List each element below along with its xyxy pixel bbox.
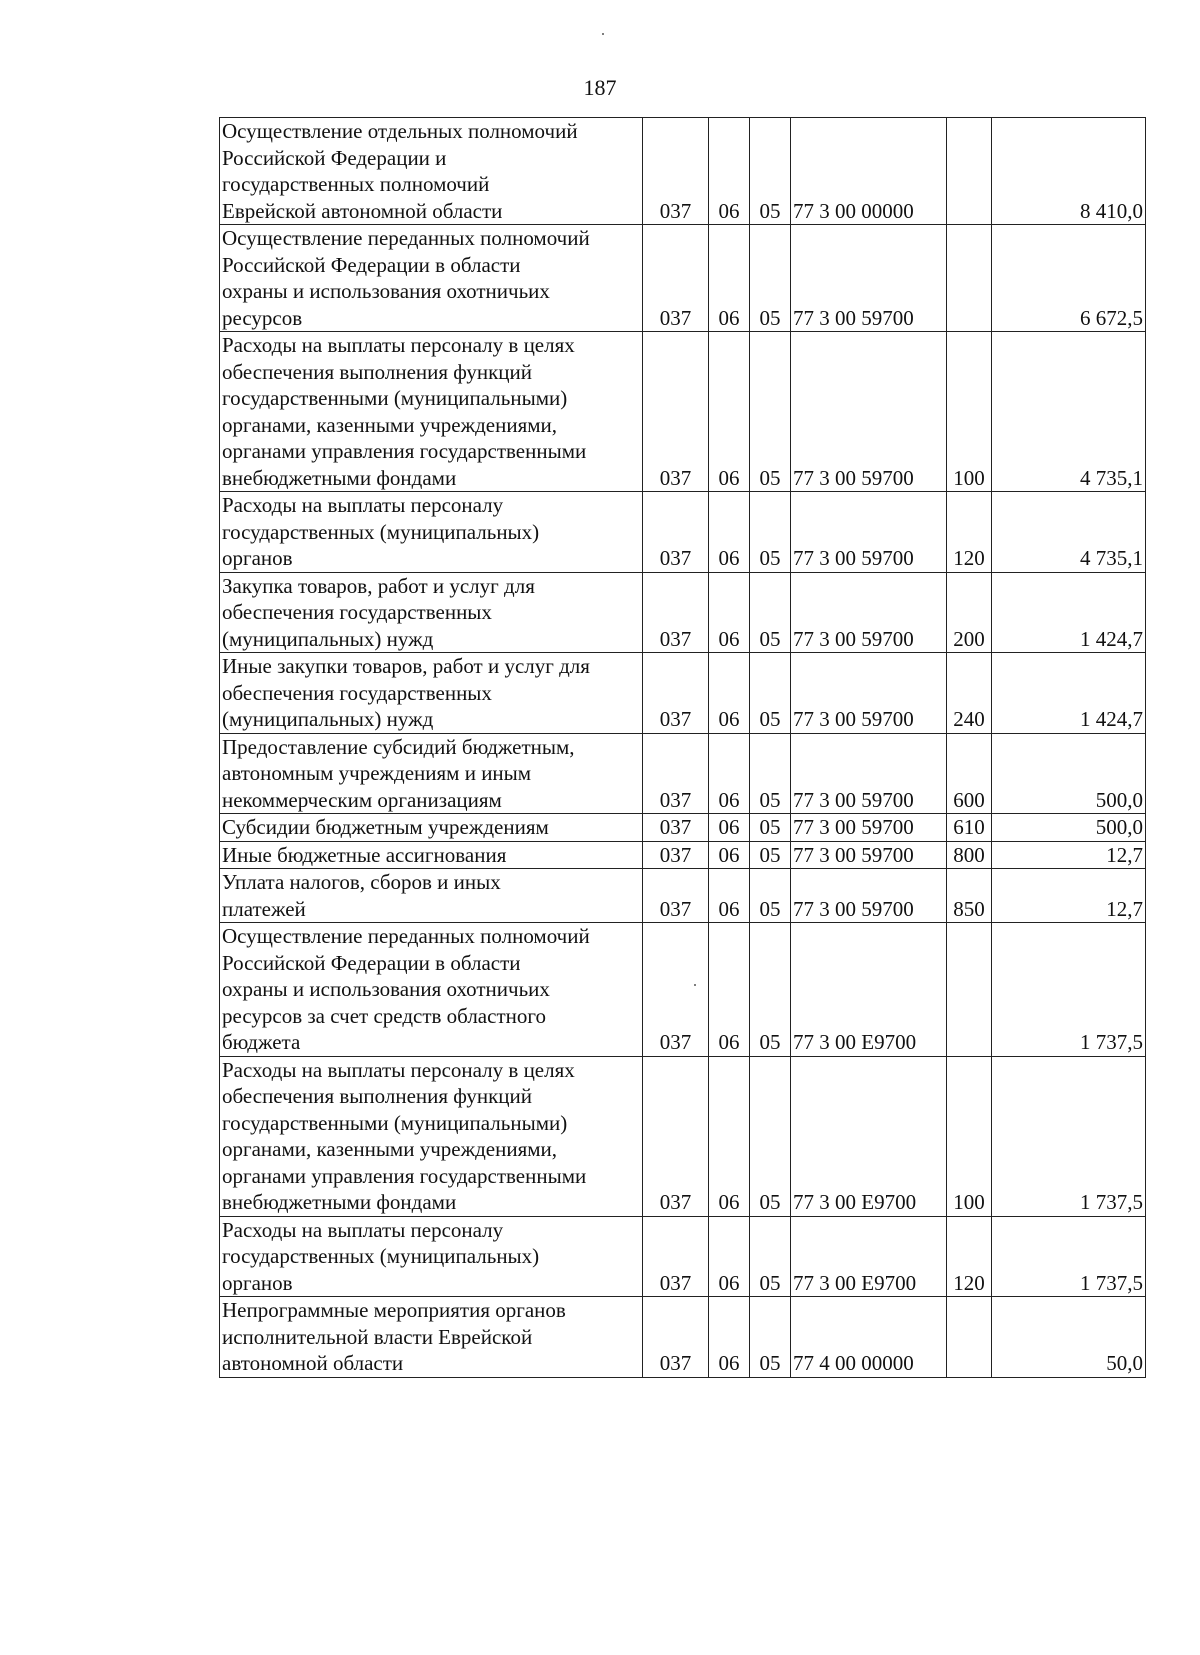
target-article-cell-text: 77 3 00 59700 <box>793 465 914 490</box>
row-name-cell-text: Осуществление переданных полномочий Российской Федерации в области охраны и использования охотничьих ресурсов <box>222 226 590 330</box>
table-row <box>220 841 1146 869</box>
subsection-cell <box>750 653 791 734</box>
target-article-cell-text: 77 3 00 E9700 <box>793 1270 917 1295</box>
section-cell <box>709 118 750 225</box>
grbs-cell <box>643 1297 709 1378</box>
grbs-cell-text: 037 <box>659 305 692 330</box>
section-cell <box>709 225 750 332</box>
subsection-cell <box>750 225 791 332</box>
target-article-cell-text: 77 3 00 59700 <box>793 546 914 570</box>
table-row <box>220 1297 1146 1378</box>
subsection-cell-text: 05 <box>759 842 781 867</box>
expense-type-cell <box>947 814 992 842</box>
target-article-cell <box>791 1216 947 1297</box>
target-article-cell <box>791 733 947 814</box>
grbs-cell <box>643 814 709 842</box>
amount-cell <box>992 1216 1146 1297</box>
table-row <box>220 923 1146 1057</box>
table-row <box>220 118 1146 225</box>
expense-type-cell-text: 120 <box>953 1270 985 1295</box>
section-cell-text: 06 <box>718 305 740 330</box>
grbs-cell-text: 037 <box>659 1270 692 1295</box>
target-article-cell-text: 77 3 00 59700 <box>793 305 914 330</box>
target-article-cell <box>791 1297 947 1378</box>
amount-cell-text: 4 735,1 <box>1080 546 1143 570</box>
row-name-cell <box>220 923 643 1057</box>
row-name-cell-text: Осуществление отдельных полномочий Российской Федерации и государственных полномочий Еврейской автономной области <box>222 119 578 223</box>
row-name-cell-text: Расходы на выплаты персоналу в целях обеспечения выполнения функций государственными (муниципальными) органами, казенными учреждениями, органами управления государственными внебюджетными фондами <box>222 1057 587 1214</box>
amount-cell <box>992 332 1146 492</box>
grbs-cell-text: 037 <box>659 1190 692 1214</box>
grbs-cell <box>643 869 709 923</box>
amount-cell <box>992 653 1146 734</box>
subsection-cell <box>750 1216 791 1297</box>
subsection-cell <box>750 1297 791 1378</box>
expense-type-cell <box>947 492 992 573</box>
row-name-cell <box>220 814 643 842</box>
expense-type-cell-text: 850 <box>953 896 985 921</box>
amount-cell <box>992 814 1146 842</box>
row-name-cell-text: Иные бюджетные ассигнования <box>222 842 507 867</box>
amount-cell <box>992 492 1146 573</box>
row-name-cell <box>220 841 643 869</box>
subsection-cell <box>750 332 791 492</box>
expense-type-cell-text: 100 <box>953 465 985 490</box>
expense-type-cell-text: 240 <box>953 707 985 731</box>
subsection-cell <box>750 814 791 842</box>
table-row <box>220 572 1146 653</box>
subsection-cell-text: 05 <box>759 1351 781 1375</box>
grbs-cell-text: 037 <box>659 626 692 651</box>
row-name-cell <box>220 733 643 814</box>
table-row <box>220 1216 1146 1297</box>
row-name-cell-text: Закупка товаров, работ и услуг для обеспечения государственных (муниципальных) нужд <box>222 573 535 651</box>
grbs-cell-text: 037 <box>659 707 692 731</box>
grbs-cell <box>643 225 709 332</box>
section-cell <box>709 653 750 734</box>
section-cell <box>709 1216 750 1297</box>
subsection-cell <box>750 841 791 869</box>
grbs-cell <box>643 1056 709 1216</box>
target-article-cell <box>791 814 947 842</box>
subsection-cell-text: 05 <box>759 896 781 921</box>
grbs-cell-text: 037 <box>659 546 692 570</box>
grbs-cell <box>643 118 709 225</box>
amount-cell-text: 12,7 <box>1106 896 1143 921</box>
row-name-cell <box>220 869 643 923</box>
expense-type-cell <box>947 332 992 492</box>
table-row <box>220 814 1146 842</box>
subsection-cell <box>750 492 791 573</box>
target-article-cell-text: 77 3 00 00000 <box>793 198 914 223</box>
grbs-cell <box>643 492 709 573</box>
target-article-cell <box>791 332 947 492</box>
amount-cell-text: 1 424,7 <box>1080 707 1143 731</box>
section-cell-text: 06 <box>718 1351 740 1375</box>
grbs-cell-text: 037 <box>659 896 692 921</box>
subsection-cell-text: 05 <box>759 198 781 223</box>
table-row <box>220 869 1146 923</box>
row-name-cell <box>220 492 643 573</box>
grbs-cell <box>643 841 709 869</box>
grbs-cell <box>643 1216 709 1297</box>
subsection-cell-text: 05 <box>759 1030 781 1054</box>
grbs-cell-text: 037 <box>659 198 692 223</box>
row-name-cell-text: Непрограммные мероприятия органов исполнительной власти Еврейской автономной области <box>222 1298 566 1375</box>
subsection-cell-text: 05 <box>759 707 781 731</box>
row-name-cell-text: Расходы на выплаты персоналу государственных (муниципальных) органов <box>222 1217 540 1295</box>
subsection-cell-text: 05 <box>759 465 781 490</box>
subsection-cell <box>750 1056 791 1216</box>
amount-cell <box>992 869 1146 923</box>
target-article-cell <box>791 653 947 734</box>
row-name-cell <box>220 118 643 225</box>
amount-cell <box>992 572 1146 653</box>
amount-cell-text: 8 410,0 <box>1080 198 1143 223</box>
expense-type-cell-text: 610 <box>953 815 985 839</box>
expense-type-cell <box>947 869 992 923</box>
expense-type-cell-text: 800 <box>953 842 985 867</box>
target-article-cell <box>791 225 947 332</box>
row-name-cell-text: Предоставление субсидий бюджетным, автономным учреждениям и иным некоммерческим организациям <box>222 734 575 812</box>
amount-cell <box>992 841 1146 869</box>
section-cell <box>709 733 750 814</box>
expense-type-cell-text: 100 <box>953 1190 985 1214</box>
section-cell-text: 06 <box>718 626 740 651</box>
grbs-cell-text: 037 <box>659 1351 692 1375</box>
amount-cell-text: 500,0 <box>1095 815 1143 839</box>
target-article-cell <box>791 572 947 653</box>
row-name-cell-text: Иные закупки товаров, работ и услуг для обеспечения государственных (муниципальных) нужд <box>222 654 590 731</box>
row-name-cell <box>220 332 643 492</box>
amount-cell-text: 50,0 <box>1106 1351 1143 1375</box>
row-name-cell <box>220 1297 643 1378</box>
table-row <box>220 733 1146 814</box>
expense-type-cell-text: 120 <box>953 546 985 570</box>
expense-type-cell <box>947 653 992 734</box>
section-cell <box>709 923 750 1057</box>
target-article-cell-text: 77 3 00 59700 <box>793 626 914 651</box>
row-name-cell-text: Уплата налогов, сборов и иных платежей <box>222 870 501 921</box>
row-name-cell <box>220 572 643 653</box>
grbs-cell-text: 037 <box>659 1030 692 1054</box>
target-article-cell-text: 77 3 00 59700 <box>793 707 914 731</box>
section-cell-text: 06 <box>718 707 740 731</box>
subsection-cell <box>750 923 791 1057</box>
target-article-cell-text: 77 3 00 E9700 <box>793 1190 917 1214</box>
row-name-cell-text: Осуществление переданных полномочий Российской Федерации в области охраны и использования охотничьих ресурсов за счет средств областного бюджета <box>222 924 590 1054</box>
grbs-cell-text: 037 <box>659 465 692 490</box>
subsection-cell <box>750 572 791 653</box>
grbs-cell-text: 037 <box>659 842 692 867</box>
section-cell-text: 06 <box>718 198 740 223</box>
expense-type-cell <box>947 1056 992 1216</box>
section-cell-text: 06 <box>718 1270 740 1295</box>
section-cell <box>709 814 750 842</box>
row-name-cell-text: Расходы на выплаты персоналу государственных (муниципальных) органов <box>222 493 540 570</box>
table-row <box>220 492 1146 573</box>
amount-cell <box>992 225 1146 332</box>
amount-cell-text: 1 424,7 <box>1080 626 1143 651</box>
scan-speck <box>602 33 604 35</box>
section-cell-text: 06 <box>718 815 740 839</box>
table-row <box>220 1056 1146 1216</box>
amount-cell-text: 500,0 <box>1095 787 1143 812</box>
subsection-cell <box>750 869 791 923</box>
budget-table <box>219 117 1146 1378</box>
section-cell <box>709 1056 750 1216</box>
amount-cell-text: 12,7 <box>1106 842 1143 867</box>
target-article-cell <box>791 492 947 573</box>
expense-type-cell-text: 600 <box>953 787 985 812</box>
amount-cell <box>992 1297 1146 1378</box>
amount-cell <box>992 1056 1146 1216</box>
section-cell <box>709 869 750 923</box>
table-body <box>220 118 1146 1378</box>
grbs-cell <box>643 733 709 814</box>
section-cell-text: 06 <box>718 842 740 867</box>
amount-cell-text: 1 737,5 <box>1080 1030 1143 1054</box>
row-name-cell-text: Субсидии бюджетным учреждениям <box>222 815 549 839</box>
expense-type-cell <box>947 1297 992 1378</box>
section-cell-text: 06 <box>718 896 740 921</box>
expense-type-cell <box>947 118 992 225</box>
expense-type-cell <box>947 923 992 1057</box>
subsection-cell <box>750 118 791 225</box>
section-cell <box>709 841 750 869</box>
target-article-cell-text: 77 3 00 59700 <box>793 815 914 839</box>
subsection-cell <box>750 733 791 814</box>
subsection-cell-text: 05 <box>759 626 781 651</box>
amount-cell-text: 1 737,5 <box>1080 1190 1143 1214</box>
amount-cell <box>992 923 1146 1057</box>
row-name-cell <box>220 225 643 332</box>
grbs-cell-text: 037 <box>659 787 692 812</box>
section-cell-text: 06 <box>718 787 740 812</box>
section-cell <box>709 492 750 573</box>
subsection-cell-text: 05 <box>759 815 781 839</box>
target-article-cell <box>791 923 947 1057</box>
page-number: 187 <box>583 75 617 100</box>
row-name-cell <box>220 1216 643 1297</box>
subsection-cell-text: 05 <box>759 1270 781 1295</box>
target-article-cell-text: 77 3 00 E9700 <box>793 1030 917 1054</box>
subsection-cell-text: 05 <box>759 1190 781 1214</box>
target-article-cell <box>791 1056 947 1216</box>
expense-type-cell <box>947 225 992 332</box>
amount-cell-text: 4 735,1 <box>1080 465 1143 490</box>
amount-cell-text: 1 737,5 <box>1080 1270 1143 1295</box>
subsection-cell-text: 05 <box>759 787 781 812</box>
expense-type-cell <box>947 1216 992 1297</box>
expense-type-cell-text: 200 <box>953 626 985 651</box>
section-cell-text: 06 <box>718 546 740 570</box>
grbs-cell <box>643 923 709 1057</box>
expense-type-cell <box>947 572 992 653</box>
expense-type-cell <box>947 841 992 869</box>
target-article-cell <box>791 841 947 869</box>
target-article-cell <box>791 118 947 225</box>
amount-cell-text: 6 672,5 <box>1080 305 1143 330</box>
grbs-cell-text: 037 <box>659 815 692 839</box>
grbs-cell <box>643 653 709 734</box>
section-cell-text: 06 <box>718 1030 740 1054</box>
row-name-cell-text: Расходы на выплаты персоналу в целях обеспечения выполнения функций государственными (муниципальными) органами, казенными учреждениями, органами управления государственными внебюджетными фондами <box>222 333 587 490</box>
row-name-cell <box>220 1056 643 1216</box>
section-cell-text: 06 <box>718 1190 740 1214</box>
section-cell <box>709 572 750 653</box>
target-article-cell-text: 77 4 00 00000 <box>793 1351 914 1375</box>
amount-cell <box>992 118 1146 225</box>
table-row <box>220 225 1146 332</box>
row-name-cell <box>220 653 643 734</box>
target-article-cell <box>791 869 947 923</box>
amount-cell <box>992 733 1146 814</box>
grbs-cell <box>643 572 709 653</box>
grbs-cell <box>643 332 709 492</box>
table-row <box>220 332 1146 492</box>
section-cell <box>709 1297 750 1378</box>
expense-type-cell <box>947 733 992 814</box>
target-article-cell-text: 77 3 00 59700 <box>793 787 914 812</box>
subsection-cell-text: 05 <box>759 546 781 570</box>
target-article-cell-text: 77 3 00 59700 <box>793 896 914 921</box>
subsection-cell-text: 05 <box>759 305 781 330</box>
table-row <box>220 653 1146 734</box>
section-cell <box>709 332 750 492</box>
section-cell-text: 06 <box>718 465 740 490</box>
target-article-cell-text: 77 3 00 59700 <box>793 842 914 867</box>
